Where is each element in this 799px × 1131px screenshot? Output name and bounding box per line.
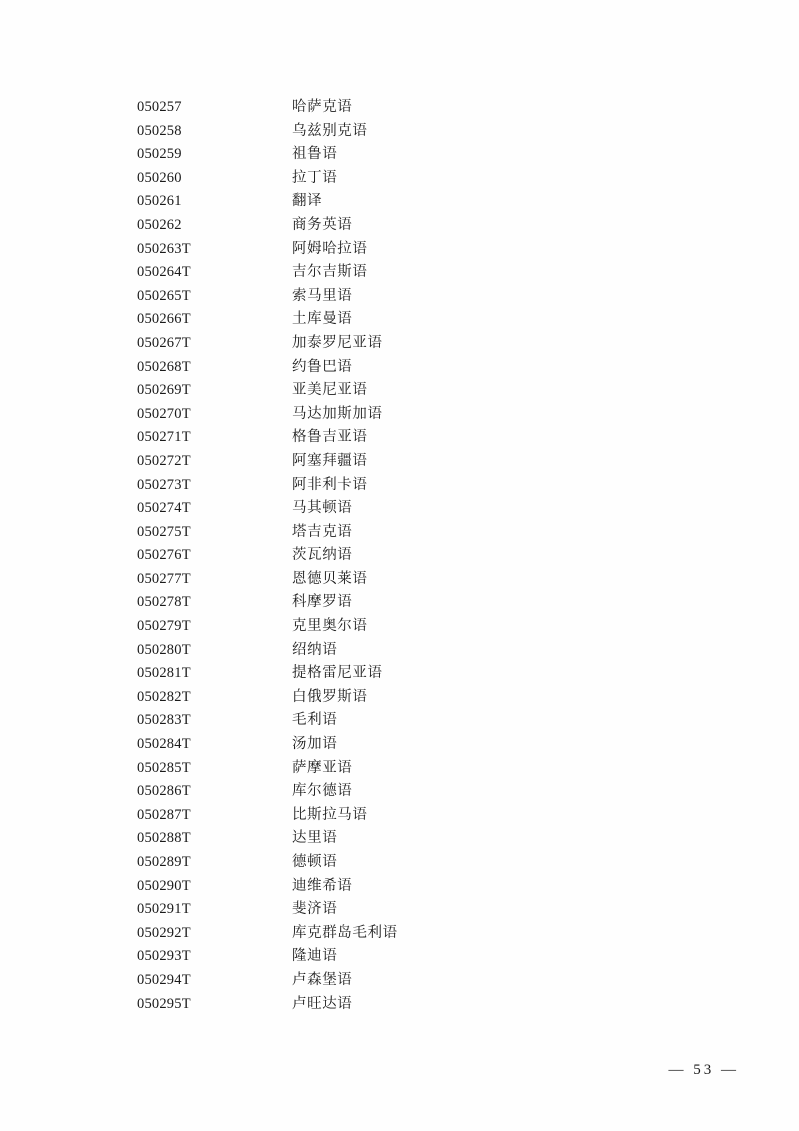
major-code: 050281T (137, 665, 191, 682)
table-row (137, 497, 739, 521)
major-name: 马其顿语 (292, 500, 353, 517)
major-name: 毛利语 (292, 712, 338, 729)
table-row (137, 214, 739, 238)
table-row (137, 827, 739, 851)
table-row (137, 780, 739, 804)
major-name: 斐济语 (292, 901, 338, 918)
major-code: 050288T (137, 830, 191, 847)
table-row (137, 969, 739, 993)
major-code: 050257 (137, 99, 182, 115)
major-code: 050263T (137, 240, 191, 257)
table-row (137, 356, 739, 380)
major-code: 050269T (137, 382, 191, 399)
table-row (137, 898, 739, 922)
table-row (137, 285, 739, 309)
table-row (137, 96, 739, 120)
code-table (137, 96, 739, 1016)
major-code: 050283T (137, 712, 191, 729)
major-code: 050295T (137, 995, 191, 1012)
major-name: 恩德贝莱语 (292, 570, 368, 587)
major-name: 茨瓦纳语 (292, 547, 353, 564)
major-name: 马达加斯加语 (292, 405, 383, 422)
page-number: — 53 — (668, 1062, 739, 1078)
major-code: 050290T (137, 877, 191, 894)
major-code: 050276T (137, 547, 191, 564)
table-row (137, 261, 739, 285)
table-row (137, 591, 739, 615)
major-name: 商务英语 (292, 216, 353, 233)
major-name: 白俄罗斯语 (292, 688, 368, 705)
table-row (137, 709, 739, 733)
major-name: 达里语 (292, 830, 338, 847)
major-code: 050271T (137, 429, 191, 446)
table-row (137, 662, 739, 686)
major-code: 050285T (137, 759, 191, 776)
table-row (137, 332, 739, 356)
major-code: 050272T (137, 452, 191, 469)
major-code: 050277T (137, 570, 191, 587)
major-code: 050264T (137, 264, 191, 281)
major-name: 索马里语 (292, 287, 353, 304)
major-name: 加泰罗尼亚语 (292, 334, 383, 351)
table-row (137, 167, 739, 191)
table-row (137, 120, 739, 144)
major-name: 格鲁吉亚语 (292, 429, 368, 446)
table-row (137, 450, 739, 474)
major-name: 科摩罗语 (292, 594, 353, 611)
table-row (137, 686, 739, 710)
major-name: 库克群岛毛利语 (292, 924, 398, 941)
table-row (137, 190, 739, 214)
major-code: 050260 (137, 169, 182, 186)
table-row (137, 521, 739, 545)
major-name: 阿姆哈拉语 (292, 240, 368, 257)
major-code: 050262 (137, 216, 182, 233)
table-row (137, 804, 739, 828)
major-name: 克里奥尔语 (292, 618, 368, 635)
table-row (137, 922, 739, 946)
major-code: 050278T (137, 594, 191, 611)
major-name: 萨摩亚语 (292, 759, 353, 776)
major-name: 德顿语 (292, 854, 338, 870)
major-code: 050280T (137, 641, 191, 658)
major-code-list (137, 96, 739, 1016)
table-row (137, 143, 739, 167)
major-name: 土库曼语 (292, 311, 353, 328)
major-name: 绍纳语 (292, 641, 338, 658)
table-row (137, 945, 739, 969)
major-name: 亚美尼亚语 (292, 382, 368, 399)
major-code: 050267T (137, 334, 191, 351)
major-name: 祖鲁语 (292, 146, 338, 163)
table-row (137, 568, 739, 592)
major-code: 050265T (137, 287, 191, 304)
major-name: 哈萨克语 (292, 99, 353, 115)
table-row (137, 993, 739, 1017)
major-code: 050284T (137, 736, 191, 753)
major-code: 050258 (137, 122, 182, 139)
major-code: 050266T (137, 311, 191, 328)
major-code: 050279T (137, 618, 191, 635)
major-name: 汤加语 (292, 736, 338, 753)
major-code: 050293T (137, 948, 191, 965)
major-code: 050294T (137, 971, 191, 988)
table-row (137, 615, 739, 639)
major-name: 阿塞拜疆语 (292, 452, 368, 469)
major-name: 库尔德语 (292, 783, 353, 800)
table-row (137, 238, 739, 262)
major-name: 提格雷尼亚语 (292, 665, 383, 682)
major-code: 050275T (137, 523, 191, 540)
major-code: 050270T (137, 405, 191, 422)
major-code: 050268T (137, 358, 191, 375)
major-code: 050261 (137, 193, 182, 210)
major-name: 卢森堡语 (292, 971, 353, 988)
table-row (137, 733, 739, 757)
table-row (137, 875, 739, 899)
table-row (137, 308, 739, 332)
code-table-body (137, 96, 739, 1016)
table-row (137, 426, 739, 450)
major-code: 050289T (137, 854, 191, 870)
major-name: 迪维希语 (292, 877, 353, 894)
major-code: 050291T (137, 901, 191, 918)
table-row (137, 474, 739, 498)
major-code: 050286T (137, 783, 191, 800)
major-name: 约鲁巴语 (292, 358, 353, 375)
major-name: 隆迪语 (292, 948, 338, 965)
major-code: 050259 (137, 146, 182, 163)
table-row (137, 757, 739, 781)
major-name: 比斯拉马语 (292, 806, 368, 823)
table-row (137, 639, 739, 663)
table-row (137, 851, 739, 875)
major-name: 翻译 (292, 193, 323, 210)
table-row (137, 544, 739, 568)
major-code: 050274T (137, 500, 191, 517)
table-row (137, 403, 739, 427)
major-code: 050287T (137, 806, 191, 823)
major-name: 卢旺达语 (292, 995, 353, 1012)
major-code: 050292T (137, 924, 191, 941)
major-code: 050273T (137, 476, 191, 493)
major-name: 吉尔吉斯语 (292, 264, 368, 281)
table-row (137, 379, 739, 403)
major-name: 塔吉克语 (292, 523, 353, 540)
major-name: 乌兹别克语 (292, 122, 368, 139)
major-name: 拉丁语 (292, 169, 338, 186)
major-code: 050282T (137, 688, 191, 705)
major-name: 阿非利卡语 (292, 476, 368, 493)
